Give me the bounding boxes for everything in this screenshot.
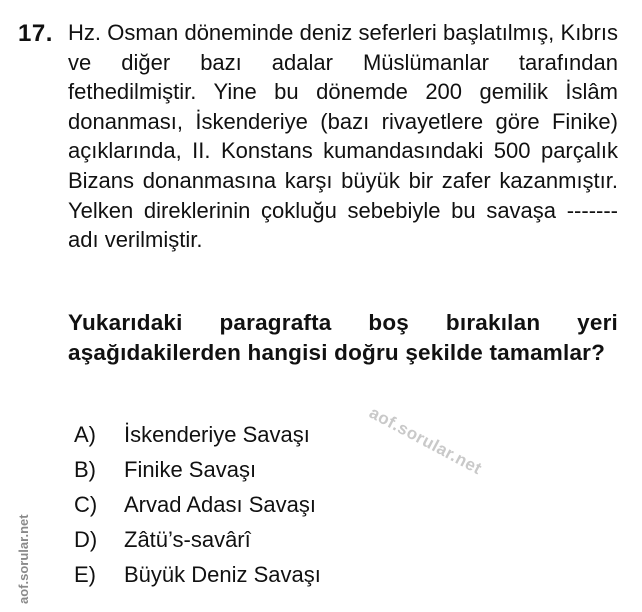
option-letter: B)	[74, 456, 96, 482]
answer-options	[74, 417, 321, 593]
question-prompt: Yukarıdaki paragrafta boş bırakılan yeri aşağıdakilerden hangisi doğru şekilde tamamlar?	[68, 310, 618, 365]
option-letter: E)	[74, 562, 96, 588]
option-letter: D)	[74, 527, 98, 553]
option-a[interactable]	[74, 417, 321, 452]
option-letter: A)	[74, 421, 96, 447]
watermark-side: aof.sorular.net	[16, 514, 31, 604]
option-c[interactable]	[74, 487, 321, 522]
option-text: Büyük Deniz Savaşı	[124, 562, 321, 588]
option-e[interactable]	[74, 558, 321, 593]
option-text: İskenderiye Savaşı	[124, 421, 310, 447]
option-d[interactable]	[74, 523, 321, 558]
option-letter: C)	[74, 491, 98, 517]
option-text: Zâtü’s-savârî	[124, 527, 251, 553]
watermark-diagonal: aof.sorular.net	[366, 403, 486, 479]
option-b[interactable]	[74, 452, 321, 487]
option-text: Arvad Adası Savaşı	[124, 491, 316, 517]
question-stem: Hz. Osman döneminde deniz seferleri başlatılmış, Kıbrıs ve diğer bazı adalar Müslümanlar tarafından fethedilmiştir. Yine bu dönemde 200 gemilik İslâm donanması, İskenderiye (bazı rivayetlere göre Finike) açıklarında, II. Konstans kumandasındaki 500 parçalık Bizans donanmasına karşı büyük bir zafer kazanmıştır. Yelken direklerinin çokluğu sebebiyle bu savaşa ------- adı verilmiştir.	[68, 20, 618, 253]
question-number: 17.	[18, 20, 53, 47]
option-text: Finike Savaşı	[124, 456, 257, 482]
